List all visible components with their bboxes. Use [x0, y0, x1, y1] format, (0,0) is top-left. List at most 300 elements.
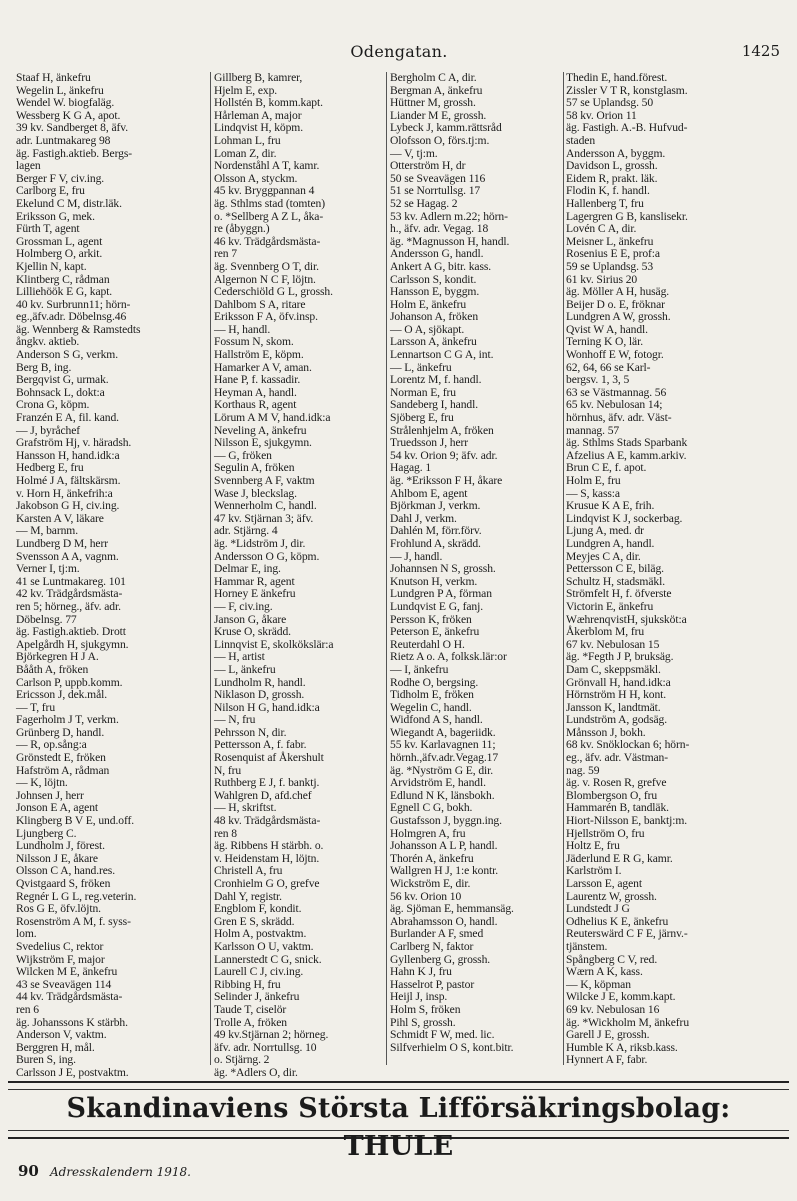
directory-entry: Lorentz M, f. handl. — [390, 373, 482, 387]
directory-entry: Wessberg K G A, apot. — [16, 108, 121, 122]
street-heading: Odengatan. — [350, 42, 448, 61]
directory-entry: äg. Möller A H, husäg. — [566, 285, 670, 299]
directory-entry: N, fru — [214, 763, 242, 777]
directory-entry: Holmberg O, arkit. — [16, 247, 103, 261]
directory-entry: Sjöberg E, fru — [390, 411, 454, 425]
directory-entry: Andersson O G, köpm. — [214, 549, 320, 563]
directory-entry: Eriksson F A, öfv.insp. — [214, 310, 318, 324]
directory-entry: Trolle A, fröken — [214, 1015, 288, 1029]
directory-entry: Reuterdahl O H. — [390, 637, 465, 651]
directory-entry: Wærn A K, kass. — [566, 965, 643, 979]
page-number: 1425 — [741, 42, 780, 60]
directory-entry: Dahlén M, förr.förv. — [390, 524, 482, 538]
directory-entry: Burlander A F, smed — [390, 927, 484, 941]
directory-entry: Wegelin L, änkefru — [16, 83, 104, 97]
directory-entry: Bååth A, fröken — [16, 662, 89, 676]
directory-entry: Olsson A, styckm. — [214, 171, 298, 185]
directory-entry: Anderson V, vaktm. — [16, 1028, 107, 1042]
directory-entry: 65 kv. Nebulosan 14; — [566, 398, 663, 412]
directory-entry: Jansson K, landtmät. — [566, 700, 661, 714]
directory-entry: äg. *Adlers O, dir. — [214, 1065, 298, 1079]
directory-entry: 55 kv. Karlavagnen 11; — [390, 738, 496, 752]
directory-entry: v. Heidenstam H, löjtn. — [214, 851, 320, 865]
directory-entry: Terning K O, lär. — [566, 335, 644, 349]
directory-entry: Peterson E, änkefru — [390, 625, 480, 639]
directory-entry: — H, handl. — [214, 322, 271, 336]
directory-entry: 48 kv. Trädgårdsmästa- — [214, 814, 321, 828]
directory-entry: Widfond A S, handl. — [390, 713, 483, 727]
directory-entry: 52 se Hagag. 2 — [390, 196, 458, 210]
directory-entry: äg. *Wickholm M, änkefru — [566, 1015, 690, 1029]
directory-entry: Delmar E, ing. — [214, 562, 281, 576]
directory-entry: adr. Luntmakareg 98 — [16, 133, 111, 147]
directory-entry: Jäderlund E R G, kamr. — [566, 851, 673, 865]
directory-entry: Lannerstedt C G, snick. — [214, 952, 322, 966]
directory-entry: Segulin A, fröken — [214, 461, 295, 475]
directory-entry: Lohman L, fru — [214, 133, 281, 147]
directory-entry: Zissler V T R, konstglasm. — [566, 83, 688, 97]
directory-entry: Neveling A, änkefru — [214, 423, 307, 437]
directory-entry: — L, änkefru — [214, 662, 276, 676]
directory-entry: äg. Sthlms stad (tomten) — [214, 196, 325, 210]
directory-entry: Gustafsson J, byggn.ing. — [390, 814, 502, 828]
directory-entry: Carlborg E, fru — [16, 184, 85, 198]
directory-entry: 68 kv. Snöklockan 6; hörn- — [566, 738, 690, 752]
directory-entry: Loman Z, dir. — [214, 146, 277, 160]
directory-entry: Wendel W. biogfaläg. — [16, 96, 115, 110]
directory-entry: Lennartson C G A, int. — [390, 348, 494, 362]
directory-entry: 44 kv. Trädgårdsmästa- — [16, 990, 123, 1004]
directory-columns — [16, 71, 784, 1079]
directory-entry: äg. Fastigh.aktieb. Bergs- — [16, 146, 133, 160]
directory-entry: Korthaus R, agent — [214, 398, 297, 412]
directory-entry: Grünberg D, handl. — [16, 725, 105, 739]
directory-entry: 56 kv. Orion 10 — [390, 889, 462, 903]
directory-entry: — M, barnm. — [16, 524, 79, 538]
directory-entry: Grafström Hj, v. häradsh. — [16, 436, 132, 450]
directory-entry: Regnér L G L, reg.veterin. — [16, 889, 137, 903]
directory-entry: Johannsen N S, grossh. — [390, 562, 496, 576]
directory-entry: staden — [566, 133, 596, 147]
directory-entry: — N, fru — [214, 713, 256, 727]
directory-entry: 69 kv. Nebulosan 16 — [566, 1002, 660, 1016]
directory-entry: Wase J, bleckslag. — [214, 486, 297, 500]
directory-entry: Cronhielm G O, grefve — [214, 877, 320, 890]
directory-entry: Davidson L, grossh. — [566, 159, 658, 173]
directory-entry: — V, tj:m. — [390, 146, 438, 160]
directory-entry: Hörnström H H, kont. — [566, 688, 667, 702]
directory-entry: Kjellin N, kapt. — [16, 259, 87, 273]
directory-entry: äg. Sthlms Stads Sparbank — [566, 436, 688, 450]
directory-entry: Wijkström F, major — [16, 952, 105, 966]
directory-entry: Lundgren A, handl. — [566, 536, 655, 550]
directory-entry: Wiegandt A, bageriidk. — [390, 725, 496, 739]
directory-entry: Klintberg C, rådman — [16, 272, 110, 286]
directory-entry: Linnqvist E, skolkökslär:a — [214, 637, 334, 651]
directory-entry: Arvidström E, handl. — [390, 776, 486, 790]
directory-entry: Abrahamsson O, handl. — [390, 914, 498, 928]
directory-entry: — H, artist — [214, 650, 265, 664]
directory-entry: Garell J E, grossh. — [566, 1028, 650, 1042]
directory-entry: Holmgren A, fru — [390, 826, 466, 840]
directory-entry: Otterström H, dr — [390, 159, 466, 173]
directory-entry: 51 se Norrtullsg. 17 — [390, 184, 481, 198]
directory-entry: Selinder J, änkefru — [214, 990, 300, 1004]
directory-entry: Brun C E, f. apot. — [566, 461, 647, 475]
directory-entry: Hollstén B, komm.kapt. — [214, 96, 323, 110]
directory-entry: 46 kv. Trädgårdsmästa- — [214, 234, 321, 248]
directory-entry: Lundstedt J G — [566, 902, 630, 916]
directory-entry: Ankert A G, bitr. kass. — [390, 259, 492, 273]
directory-entry: — T, fru — [16, 700, 56, 714]
directory-entry: Thorén A, änkefru — [390, 851, 474, 865]
directory-entry: Hafström A, rådman — [16, 763, 110, 777]
directory-entry: Jonson E A, agent — [16, 801, 99, 815]
directory-entry: Lörum A M V, hand.idk:a — [214, 411, 331, 425]
directory-entry: Bergqvist G, urmak. — [16, 373, 109, 387]
directory-entry: äg. *Magnusson H, handl. — [390, 234, 510, 248]
directory-entry: Taude T, ciselör — [214, 1002, 287, 1016]
directory-entry: Fossum N, skom. — [214, 335, 294, 349]
footer-page-number: 90 — [18, 1162, 39, 1180]
directory-entry: — I, änkefru — [390, 662, 449, 676]
directory-entry: 45 kv. Bryggpannan 4 — [214, 184, 315, 198]
directory-entry: Hüttner M, grossh. — [390, 96, 476, 110]
directory-entry: Humble K A, riksb.kass. — [566, 1040, 678, 1054]
directory-entry: Hallström E, köpm. — [214, 348, 304, 362]
directory-entry: Nilson H G, hand.idk:a — [214, 700, 320, 714]
directory-entry: ren 6 — [16, 1002, 39, 1016]
directory-entry: Lundholm R, handl. — [214, 675, 306, 689]
directory-entry: Victorin E, änkefru — [566, 599, 654, 613]
directory-entry: Wallgren H J, 1:e kontr. — [390, 864, 499, 878]
directory-entry: Berg B, ing. — [16, 360, 72, 374]
directory-entry: — J, byråchef — [16, 423, 81, 437]
directory-entry: eg.,äfv.adr. Döbelnsg.46 — [16, 310, 127, 324]
directory-entry: Reuterswärd C F E, järnv.- — [566, 927, 688, 941]
directory-entry: Frohlund A, skrädd. — [390, 536, 481, 550]
directory-entry: Johnsen J, herr — [16, 788, 84, 802]
directory-entry: Hamarker A V, aman. — [214, 360, 312, 374]
directory-entry: äfv. adr. Norrtullsg. 10 — [214, 1040, 317, 1054]
directory-entry: Verner I, tj:m. — [16, 562, 80, 576]
directory-entry: tjänstem. — [566, 939, 608, 953]
directory-entry: Berggren H, mål. — [16, 1040, 95, 1054]
directory-entry: Klingberg B V E, und.off. — [16, 814, 135, 828]
directory-entry: — K, köpman — [566, 977, 631, 991]
directory-entry: 39 kv. Sandberget 8, äfv. — [16, 121, 129, 135]
page-header — [16, 42, 782, 64]
directory-entry: äg. Svennberg O T, dir. — [214, 259, 319, 273]
directory-entry: Carlson P, uppb.komm. — [16, 675, 123, 689]
directory-entry: Hiort-Nilsson E, banktj:m. — [566, 814, 688, 828]
directory-entry: 59 se Uplandsg. 53 — [566, 259, 654, 273]
directory-entry: 67 kv. Nebulosan 15 — [566, 637, 660, 651]
directory-entry: äg. *Eriksson F H, åkare — [390, 474, 503, 487]
directory-entry: Carlberg N, faktor — [390, 939, 474, 953]
directory-entry: Döbelnsg. 77 — [16, 612, 77, 626]
directory-entry: 42 kv. Trädgårdsmästa- — [16, 587, 123, 601]
directory-entry: Ahlbom E, agent — [390, 486, 468, 500]
directory-entry: Ruthberg E J, f. banktj. — [214, 776, 320, 790]
directory-entry: WæhrenqvistH, sjuksköt:a — [566, 612, 687, 626]
directory-entry: — O A, sjökapt. — [390, 322, 465, 336]
directory-entry: 58 kv. Orion 11 — [566, 108, 637, 122]
directory-entry: Rosenquist af Åkershult — [214, 751, 324, 765]
directory-entry: 57 se Uplandsg. 50 — [566, 96, 654, 110]
directory-entry: h., äfv. adr. Vegag. 18 — [390, 222, 489, 236]
directory-entry: Bergholm C A, dir. — [390, 71, 477, 84]
directory-entry: Rosenström A M, f. syss- — [16, 914, 131, 928]
directory-entry: Björkman J, verkm. — [390, 499, 481, 513]
directory-entry: Carlsson J E, postvaktm. — [16, 1065, 129, 1079]
directory-entry: — L, änkefru — [390, 360, 452, 374]
directory-entry: Hagag. 1 — [390, 461, 432, 475]
directory-entry: Rodhe O, bergsing. — [390, 675, 479, 689]
directory-entry: Pihl S, grossh. — [390, 1015, 456, 1029]
directory-entry: Staaf H, änkefru — [16, 71, 91, 84]
directory-entry: Spångberg C V, red. — [566, 952, 658, 966]
directory-entry: Krusue K A E, frih. — [566, 499, 655, 513]
directory-entry: äg. Fastigh.aktieb. Drott — [16, 625, 126, 639]
directory-entry: Meisner L, änkefru — [566, 234, 654, 248]
directory-entry: Niklason D, grossh. — [214, 688, 305, 702]
directory-entry: Lundgren P A, förman — [390, 587, 492, 601]
directory-entry: Hansson H, hand.idk:a — [16, 448, 120, 462]
directory-entry: Holm S, fröken — [390, 1002, 461, 1016]
directory-entry: Schultz H, stadsmäkl. — [566, 574, 666, 588]
directory-entry: Johansson A L P, handl. — [390, 839, 498, 853]
directory-entry: Heijl J, insp. — [390, 990, 448, 1004]
directory-entry: Hammar R, agent — [214, 574, 295, 588]
directory-entry: Wahlgren D, afd.chef — [214, 788, 312, 802]
directory-entry: Grönstedt E, fröken — [16, 751, 106, 765]
directory-entry: Bergman A, änkefru — [390, 83, 483, 97]
directory-entry: Wickström E, dir. — [390, 877, 471, 890]
directory-entry: Apelgårdh H, sjukgymn. — [16, 637, 129, 651]
directory-entry: äg. Fastigh. A.-B. Hufvud- — [566, 121, 688, 135]
directory-entry: Lundström A, godsäg. — [566, 713, 668, 727]
directory-entry: Tidholm E, fröken — [390, 688, 474, 702]
directory-entry: Grönvall H, hand.idk:a — [566, 675, 671, 689]
directory-entry: Nilsson E, sjukgymn. — [214, 436, 312, 450]
directory-entry: Qvistgaard S, fröken — [16, 877, 111, 890]
directory-entry: Algernon N C F, löjtn. — [214, 272, 316, 286]
page-footer — [18, 1161, 191, 1181]
directory-entry: Afzelius A E, kamm.arkiv. — [566, 448, 687, 462]
directory-entry: Holmé J A, fältskärsm. — [16, 474, 121, 487]
directory-entry: Ljungberg C. — [16, 826, 77, 840]
directory-entry: Lindqvist H, köpm. — [214, 121, 304, 135]
directory-entry: Lundholm J, förest. — [16, 839, 105, 853]
directory-entry: ren 8 — [214, 826, 237, 840]
directory-entry: hörnhus, äfv. adr. Väst- — [566, 411, 672, 425]
directory-entry: Holm E, fru — [566, 474, 621, 487]
directory-entry: — G, fröken — [214, 448, 272, 462]
directory-entry: Pehrsson N, dir. — [214, 725, 287, 739]
directory-entry: Holtz E, fru — [566, 839, 620, 853]
directory-entry: Lundberg D M, herr — [16, 536, 109, 550]
directory-entry: 63 se Västmannag. 56 — [566, 385, 667, 399]
directory-entry: Larsson A, änkefru — [390, 335, 477, 349]
directory-entry: Qvist W A, handl. — [566, 322, 648, 336]
directory-entry: Hedberg E, fru — [16, 461, 84, 475]
directory-entry: mannag. 57 — [566, 423, 620, 437]
directory-entry: — S, kass:a — [566, 486, 620, 500]
column-1 — [16, 71, 208, 1079]
directory-entry: 54 kv. Orion 9; äfv. adr. — [390, 448, 498, 462]
directory-entry: Pettersson C E, biläg. — [566, 562, 664, 576]
directory-entry: nag. 59 — [566, 763, 600, 777]
directory-entry: Hallenberg T, fru — [566, 196, 644, 210]
directory-entry: Eriksson G, mek. — [16, 209, 95, 223]
directory-entry: Ericsson J, dek.mål. — [16, 688, 108, 702]
directory-entry: v. Horn H, änkefrih:a — [16, 486, 113, 500]
directory-entry: 41 se Luntmakareg. 101 — [16, 574, 126, 588]
directory-entry: o. Stjärng. 2 — [214, 1053, 270, 1067]
directory-entry: Cederschiöld G L, grossh. — [214, 285, 333, 299]
directory-entry: Lagergren G B, kanslisekr. — [566, 209, 688, 223]
directory-entry: Horney E änkefru — [214, 587, 296, 601]
directory-entry: re (åbyggn.) — [214, 222, 270, 236]
directory-entry: Edlund N K, länsbokh. — [390, 788, 495, 802]
directory-entry: Meyjes C A, dir. — [566, 549, 641, 563]
directory-entry: Karsten A V, läkare — [16, 511, 104, 525]
directory-entry: Svedelius C, rektor — [16, 939, 104, 953]
directory-entry: Hansson E, byggm. — [390, 285, 480, 299]
directory-entry: — H, skriftst. — [214, 801, 277, 815]
directory-entry: Lundqvist E G, fanj. — [390, 599, 483, 613]
directory-entry: Rietz A o. A, folksk.lär:or — [390, 650, 507, 664]
directory-entry: Dahl J, verkm. — [390, 511, 457, 525]
directory-entry: Dam C, skeppsmäkl. — [566, 662, 661, 676]
directory-entry: 50 se Sveavägen 116 — [390, 171, 486, 185]
directory-entry: Rosenius E E, prof:a — [566, 247, 660, 261]
directory-entry: Andersson A, byggm. — [566, 146, 666, 160]
directory-entry: Karlström I. — [566, 864, 622, 878]
directory-entry: Grossman L, agent — [16, 234, 103, 248]
directory-entry: Wilcke J E, komm.kapt. — [566, 990, 676, 1004]
directory-entry: 40 kv. Surbrunn11; hörn- — [16, 297, 131, 311]
directory-entry: äg. *Fegth J P, bruksäg. — [566, 650, 674, 664]
directory-entry: Anderson S G, verkm. — [16, 348, 119, 362]
advertisement-text: Skandinaviens Största Lifförsäkringsbolag: THULE — [66, 1093, 731, 1162]
directory-entry: Berger F V, civ.ing. — [16, 171, 105, 185]
directory-entry: Svennberg A F, vaktm — [214, 474, 315, 487]
directory-entry: Persson K, fröken — [390, 612, 472, 626]
directory-entry: Silfverhielm O S, kont.bitr. — [390, 1040, 514, 1054]
directory-entry: Holm E, änkefru — [390, 297, 467, 311]
directory-entry: Hårleman A, major — [214, 108, 302, 122]
directory-entry: Olsson C A, hand.res. — [16, 864, 116, 878]
directory-entry: hörnh.,äfv.adr.Vegag.17 — [390, 751, 499, 765]
directory-entry: Knutson H, verkm. — [390, 574, 478, 588]
directory-entry: Strålenhjelm A, fröken — [390, 423, 494, 437]
directory-entry: Hahn K J, fru — [390, 965, 452, 979]
directory-entry: Nilsson J E, åkare — [16, 851, 98, 865]
directory-entry: Wegelin C, handl. — [390, 700, 472, 714]
directory-entry: bergsv. 1, 3, 5 — [566, 373, 630, 387]
directory-entry: Christell A, fru — [214, 864, 283, 878]
directory-entry: Ribbing H, fru — [214, 977, 281, 991]
directory-entry: — R, op.sång:a — [16, 738, 87, 752]
directory-entry: Flodin K, f. handl. — [566, 184, 650, 198]
directory-entry: Carlsson S, kondit. — [390, 272, 477, 286]
directory-entry: Gillberg B, kamrer, — [214, 71, 303, 84]
directory-entry: Hammarén B, tandläk. — [566, 801, 669, 815]
directory-entry: adr. Stjärng. 4 — [214, 524, 278, 538]
directory-entry: — K, löjtn. — [16, 776, 68, 790]
directory-entry: Wennerholm C, handl. — [214, 499, 317, 513]
directory-entry: Egnell C G, bokh. — [390, 801, 473, 815]
directory-entry: Crona G, köpm. — [16, 398, 90, 412]
directory-entry: Hynnert A F, fabr. — [566, 1053, 648, 1067]
directory-entry: äg. Ribbens H stärbh. o. — [214, 839, 324, 853]
directory-entry: Svensson A A, vagnm. — [16, 549, 119, 563]
directory-entry: o. *Sellberg A Z L, åka- — [214, 209, 324, 223]
directory-entry: Strömfelt H, f. öfverste — [566, 587, 672, 601]
directory-entry: Truedsson J, herr — [390, 436, 469, 450]
directory-entry: Sandeberg I, handl. — [390, 398, 479, 412]
directory-entry: Åkerblom M, fru — [566, 625, 645, 639]
column-3 — [390, 72, 564, 1065]
directory-entry: Bohnsack L, dokt:a — [16, 385, 105, 399]
directory-entry: Johanson A, fröken — [390, 310, 479, 324]
directory-entry: Jakobson G H, civ.ing. — [16, 499, 120, 513]
directory-entry: äg. *Nyström G E, dir. — [390, 763, 494, 777]
directory-entry: — J, handl. — [390, 549, 443, 563]
directory-entry: Hjellström O, fru — [566, 826, 645, 840]
directory-entry: äg. *Lidström J, dir. — [214, 536, 306, 550]
directory-entry: Lundgren A W, grossh. — [566, 310, 671, 324]
directory-entry: Pettersson A, f. fabr. — [214, 738, 307, 752]
directory-entry: Månsson J, bokh. — [566, 725, 646, 739]
directory-entry: 53 kv. Adlern m.22; hörn- — [390, 209, 508, 223]
directory-entry: Wonhoff E W, fotogr. — [566, 348, 664, 362]
directory-entry: äg. Johanssons K stärbh. — [16, 1015, 128, 1029]
column-2 — [214, 71, 390, 1079]
publication-name: Adresskalendern 1918. — [49, 1165, 191, 1179]
directory-entry: Holm A, postvaktm. — [214, 927, 307, 941]
directory-entry: Heyman A, handl. — [214, 385, 297, 399]
directory-entry: Olofsson O, förs.tj:m. — [390, 133, 490, 147]
directory-entry: äg. Wennberg & Ramstedts — [16, 322, 141, 336]
directory-entry: Karlsson O U, vaktm. — [214, 939, 314, 953]
directory-entry: Andersson G, handl. — [390, 247, 484, 261]
directory-entry: Odhelius K E, änkefru — [566, 914, 669, 928]
directory-entry: Hane P, f. kassadir. — [214, 373, 301, 387]
directory-entry: lagen — [16, 159, 41, 173]
directory-entry: Dahl Y, registr. — [214, 889, 282, 903]
column-divider — [210, 72, 211, 1065]
directory-entry: ångkv. aktieb. — [16, 335, 80, 349]
column-4 — [566, 72, 784, 1065]
directory-entry: Kruse O, skrädd. — [214, 625, 291, 639]
directory-entry: äg. Sjöman E, hemmansäg. — [390, 902, 514, 916]
directory-entry: Engblom F, kondit. — [214, 902, 302, 916]
directory-entry: Beijer D o. E, fröknar — [566, 297, 665, 311]
directory-entry: Laurentz W, grossh. — [566, 889, 657, 903]
directory-entry: Gren E S, skrädd. — [214, 914, 295, 928]
directory-entry: Lovén C A, dir. — [566, 222, 637, 236]
directory-entry: Dahlbom S A, ritare — [214, 297, 306, 311]
directory-entry: Nordenståhl A T, kamr. — [214, 159, 320, 173]
directory-entry: Buren S, ing. — [16, 1053, 76, 1067]
directory-entry: — F, civ.ing. — [214, 599, 273, 613]
directory-entry: Hasselrot P, pastor — [390, 977, 475, 991]
directory-entry: Hjelm E, exp. — [214, 83, 278, 97]
directory-entry: Ros G E, öfv.löjtn. — [16, 902, 101, 916]
